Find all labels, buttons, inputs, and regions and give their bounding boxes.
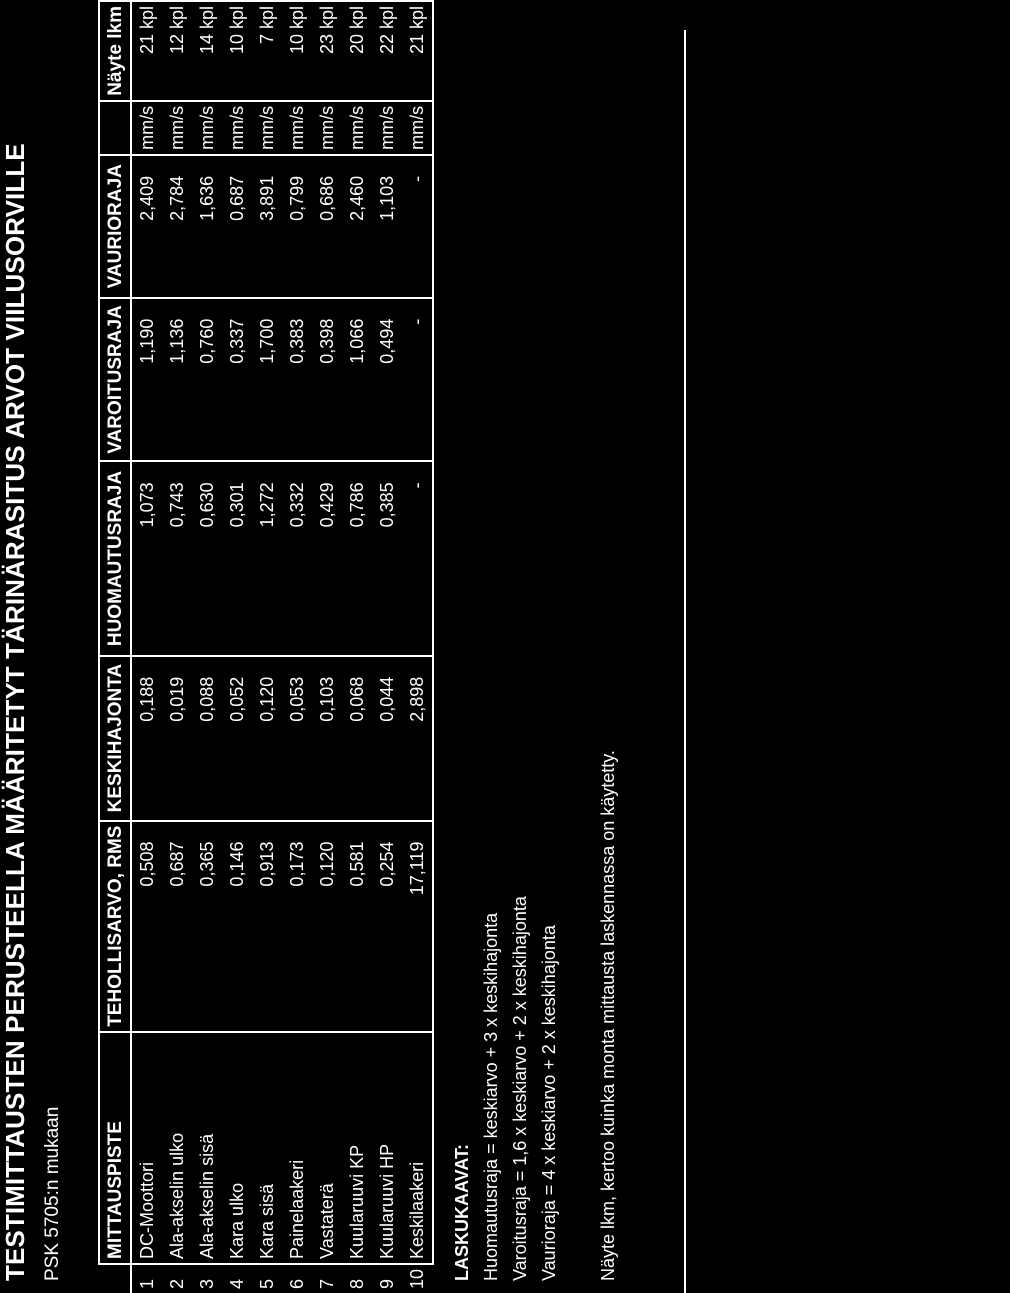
row-vaurioraja: 0,686	[312, 155, 342, 298]
row-nayte-lkm: 21 kpl	[402, 1, 433, 101]
header-unit	[99, 101, 131, 155]
row-keskihajonta: 2,898	[402, 656, 433, 821]
header-huomautusraja: HUOMAUTUSRAJA	[99, 461, 131, 655]
row-nayte-lkm: 12 kpl	[162, 1, 192, 101]
row-mittauspiste: Kuularuuvi HP	[372, 1032, 402, 1264]
row-number: 10	[407, 1268, 427, 1289]
table-row	[312, 1, 342, 1293]
row-mittauspiste: Kara ulko	[222, 1032, 252, 1264]
row-huomautusraja: 0,786	[342, 461, 372, 655]
table-row	[252, 1, 282, 1293]
table-row	[342, 1, 372, 1293]
row-varoitusraja: 1,190	[131, 298, 162, 462]
header-tehollisarvo: TEHOLLISARVO, RMS	[99, 821, 131, 1032]
row-keskihajonta: 0,044	[372, 656, 402, 821]
row-unit: mm/s	[316, 105, 337, 150]
row-nayte-lkm: 10 kpl	[222, 1, 252, 101]
table-row	[192, 1, 222, 1293]
header-varoitusraja: VAROITUSRAJA	[99, 298, 131, 462]
row-tehollisarvo: 0,581	[342, 821, 372, 1032]
row-tehollisarvo: 17,119	[402, 821, 433, 1032]
row-number: 1	[136, 1278, 157, 1289]
row-tehollisarvo: 0,120	[312, 821, 342, 1032]
row-keskihajonta: 0,188	[131, 656, 162, 821]
row-mittauspiste: Keskilaakeri	[402, 1032, 433, 1264]
row-number: 2	[166, 1278, 187, 1289]
row-tehollisarvo: 0,173	[282, 821, 312, 1032]
row-huomautusraja: 0,743	[162, 461, 192, 655]
header-keskihajonta: KESKIHAJONTA	[99, 656, 131, 821]
table-row	[372, 1, 402, 1293]
row-unit: mm/s	[346, 105, 367, 150]
row-unit: mm/s	[256, 105, 277, 150]
row-huomautusraja: -	[402, 461, 433, 655]
row-vaurioraja: 3,891	[252, 155, 282, 298]
row-keskihajonta: 0,088	[192, 656, 222, 821]
row-mittauspiste: Ala-akselin sisä	[192, 1032, 222, 1264]
table-row	[131, 1, 162, 1293]
row-tehollisarvo: 0,254	[372, 821, 402, 1032]
row-mittauspiste: Ala-akselin ulko	[162, 1032, 192, 1264]
row-keskihajonta: 0,052	[222, 656, 252, 821]
row-varoitusraja: 1,066	[342, 298, 372, 462]
row-keskihajonta: 0,068	[342, 656, 372, 821]
row-vaurioraja: 0,799	[282, 155, 312, 298]
row-varoitusraja: -	[402, 298, 433, 462]
table-row	[402, 1, 433, 1293]
row-varoitusraja: 1,136	[162, 298, 192, 462]
row-unit: mm/s	[402, 101, 433, 155]
row-vaurioraja: 0,687	[222, 155, 252, 298]
row-tehollisarvo: 0,508	[131, 821, 162, 1032]
row-huomautusraja: 0,301	[222, 461, 252, 655]
row-number: 6	[286, 1278, 307, 1289]
row-number: 7	[316, 1278, 337, 1289]
row-mittauspiste: Kara sisä	[252, 1032, 282, 1264]
row-mittauspiste: Vastaterä	[312, 1032, 342, 1264]
row-unit: mm/s	[136, 105, 157, 150]
header-nayte-lkm: Näyte lkm	[99, 1, 131, 101]
row-varoitusraja: 0,398	[312, 298, 342, 462]
row-huomautusraja: 0,630	[192, 461, 222, 655]
row-vaurioraja: 1,103	[372, 155, 402, 298]
row-number: 4	[226, 1278, 247, 1289]
row-huomautusraja: 0,429	[312, 461, 342, 655]
row-nayte-lkm: 23 kpl	[312, 1, 342, 101]
row-mittauspiste: Kuularuuvi KP	[342, 1032, 372, 1264]
formula-huomautusraja: Huomautusraja = keskiarvo + 3 x keskihajonta	[481, 912, 501, 1281]
row-unit: mm/s	[286, 105, 307, 150]
row-nayte-lkm: 14 kpl	[192, 1, 222, 101]
row-vaurioraja: 1,636	[192, 155, 222, 298]
page-subtitle: PSK 5705:n mukaan	[42, 1106, 63, 1281]
sample-count-note: Näyte lkm, kertoo kuinka monta mittausta laskennassa on käytetty.	[598, 750, 618, 1281]
row-vaurioraja: -	[402, 155, 433, 298]
row-tehollisarvo: 0,913	[252, 821, 282, 1032]
row-vaurioraja: 2,409	[131, 155, 162, 298]
row-mittauspiste: DC-Moottori	[131, 1032, 162, 1264]
row-varoitusraja: 0,383	[282, 298, 312, 462]
row-huomautusraja: 0,385	[372, 461, 402, 655]
row-tehollisarvo: 0,146	[222, 821, 252, 1032]
row-varoitusraja: 0,760	[192, 298, 222, 462]
row-keskihajonta: 0,120	[252, 656, 282, 821]
table-row	[222, 1, 252, 1293]
header-vaurioraja: VAURIORAJA	[99, 155, 131, 298]
row-huomautusraja: 1,272	[252, 461, 282, 655]
row-nayte-lkm: 20 kpl	[342, 1, 372, 101]
row-nayte-lkm: 7 kpl	[252, 1, 282, 101]
formulas-heading: LASKUKAAVAT:	[452, 1144, 472, 1281]
row-huomautusraja: 1,073	[131, 461, 162, 655]
row-varoitusraja: 1,700	[252, 298, 282, 462]
row-vaurioraja: 2,460	[342, 155, 372, 298]
row-keskihajonta: 0,103	[312, 656, 342, 821]
row-varoitusraja: 0,494	[372, 298, 402, 462]
row-number: 5	[256, 1278, 277, 1289]
table-row	[162, 1, 192, 1293]
formula-varoitusraja: Varoitusraja = 1,6 x keskiarvo + 2 x keskihajonta	[510, 896, 530, 1281]
row-nayte-lkm: 22 kpl	[372, 1, 402, 101]
row-tehollisarvo: 0,365	[192, 821, 222, 1032]
row-keskihajonta: 0,019	[162, 656, 192, 821]
row-number: 9	[376, 1278, 397, 1289]
formulas-block	[448, 896, 564, 1281]
row-nayte-lkm: 21 kpl	[131, 1, 162, 101]
row-unit: mm/s	[166, 105, 187, 150]
row-unit: mm/s	[376, 105, 397, 150]
bottom-divider	[684, 30, 686, 1293]
row-varoitusraja: 0,337	[222, 298, 252, 462]
formula-vaurioraja: Vaurioraja = 4 x keskiarvo + 2 x keskihajonta	[539, 925, 559, 1281]
header-number	[99, 1264, 131, 1293]
row-keskihajonta: 0,053	[282, 656, 312, 821]
row-tehollisarvo: 0,687	[162, 821, 192, 1032]
vibration-limits-table	[98, 0, 434, 1293]
row-number: 8	[346, 1278, 367, 1289]
row-vaurioraja: 2,784	[162, 155, 192, 298]
row-unit: mm/s	[226, 105, 247, 150]
row-nayte-lkm: 10 kpl	[282, 1, 312, 101]
header-mittauspiste: MITTAUSPISTE	[99, 1032, 131, 1264]
page-title: TESTIMITTAUSTEN PERUSTEELLA MÄÄRITETYT TÄRINÄRASITUS ARVOT VIILUSORVILLE	[0, 143, 30, 1281]
table-row	[282, 1, 312, 1293]
table-header-row	[99, 1, 131, 1293]
row-number: 3	[196, 1278, 217, 1289]
row-mittauspiste: Painelaakeri	[282, 1032, 312, 1264]
row-huomautusraja: 0,332	[282, 461, 312, 655]
table-body	[131, 1, 433, 1293]
row-unit: mm/s	[196, 105, 217, 150]
